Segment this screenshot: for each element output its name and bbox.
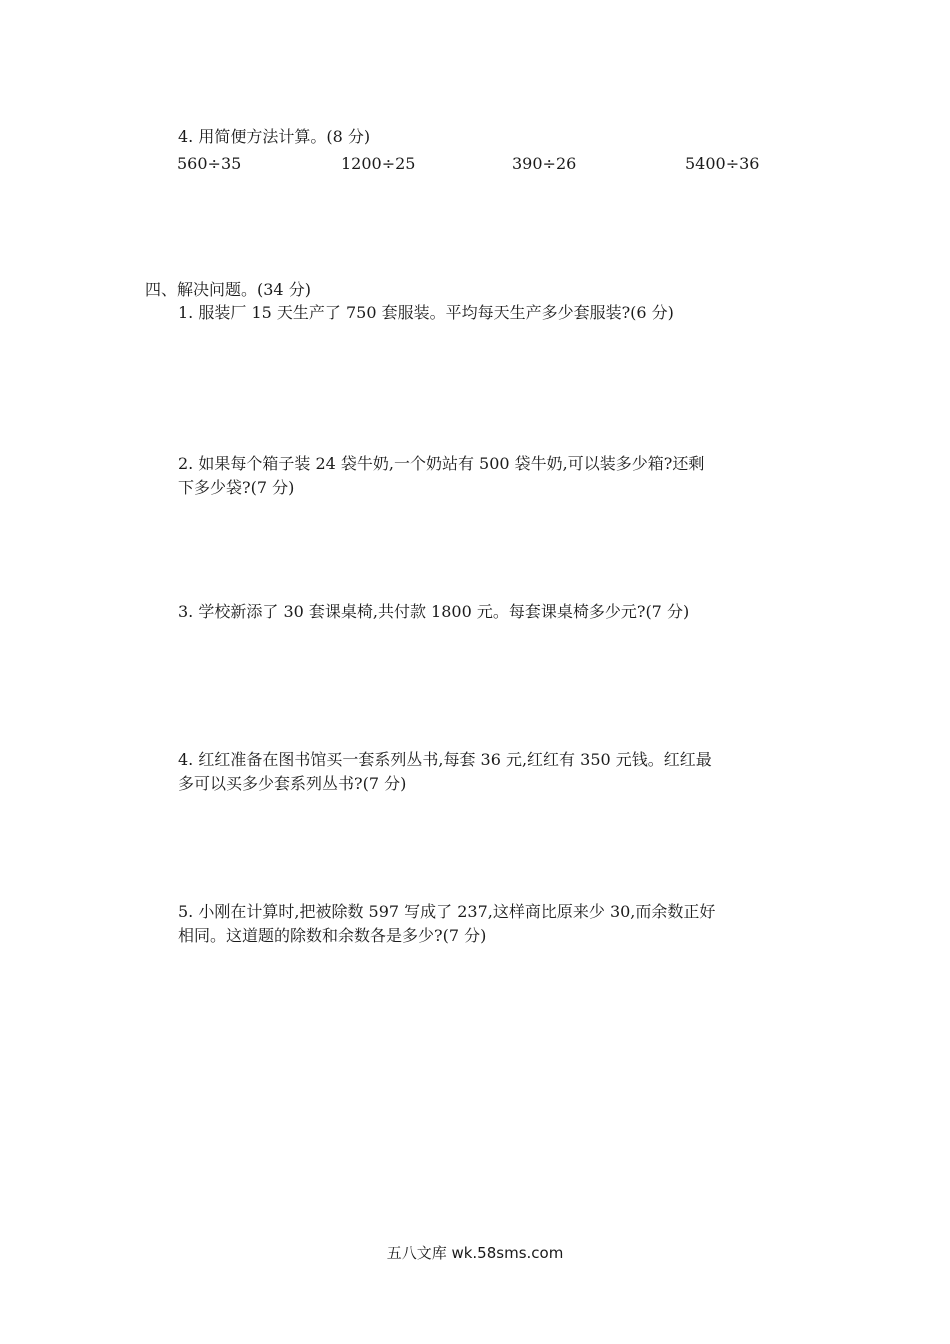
section-title: 四、解决问题。(34 分) <box>145 280 311 299</box>
problem-2-line-1: 2. 如果每个箱子装 24 袋牛奶,一个奶站有 500 袋牛奶,可以装多少箱?还剩 <box>178 454 705 473</box>
problem-3-line-1: 3. 学校新添了 30 套课桌椅,共付款 1800 元。每套课桌椅多少元?(7 分) <box>178 602 690 621</box>
problem-5-line-1: 5. 小刚在计算时,把被除数 597 写成了 237,这样商比原来少 30,而余数正好 <box>178 902 716 921</box>
footer-watermark: 五八文库 wk.58sms.com <box>386 1244 564 1262</box>
expression-3: 390÷26 <box>512 154 577 173</box>
problem-1-line-1: 1. 服装厂 15 天生产了 750 套服装。平均每天生产多少套服装?(6 分) <box>178 303 674 322</box>
expression-1: 560÷35 <box>177 154 242 173</box>
problem-4-line-1: 4. 红红准备在图书馆买一套系列丛书,每套 36 元,红红有 350 元钱。红红最 <box>178 750 712 769</box>
problem-4-line-2: 多可以买多少套系列丛书?(7 分) <box>178 774 407 793</box>
expression-2: 1200÷25 <box>341 154 416 173</box>
problem-2-line-2: 下多少袋?(7 分) <box>178 478 295 497</box>
problem-5-line-2: 相同。这道题的除数和余数各是多少?(7 分) <box>178 926 487 945</box>
question-heading: 4. 用简便方法计算。(8 分) <box>178 127 371 146</box>
expression-4: 5400÷36 <box>685 154 760 173</box>
